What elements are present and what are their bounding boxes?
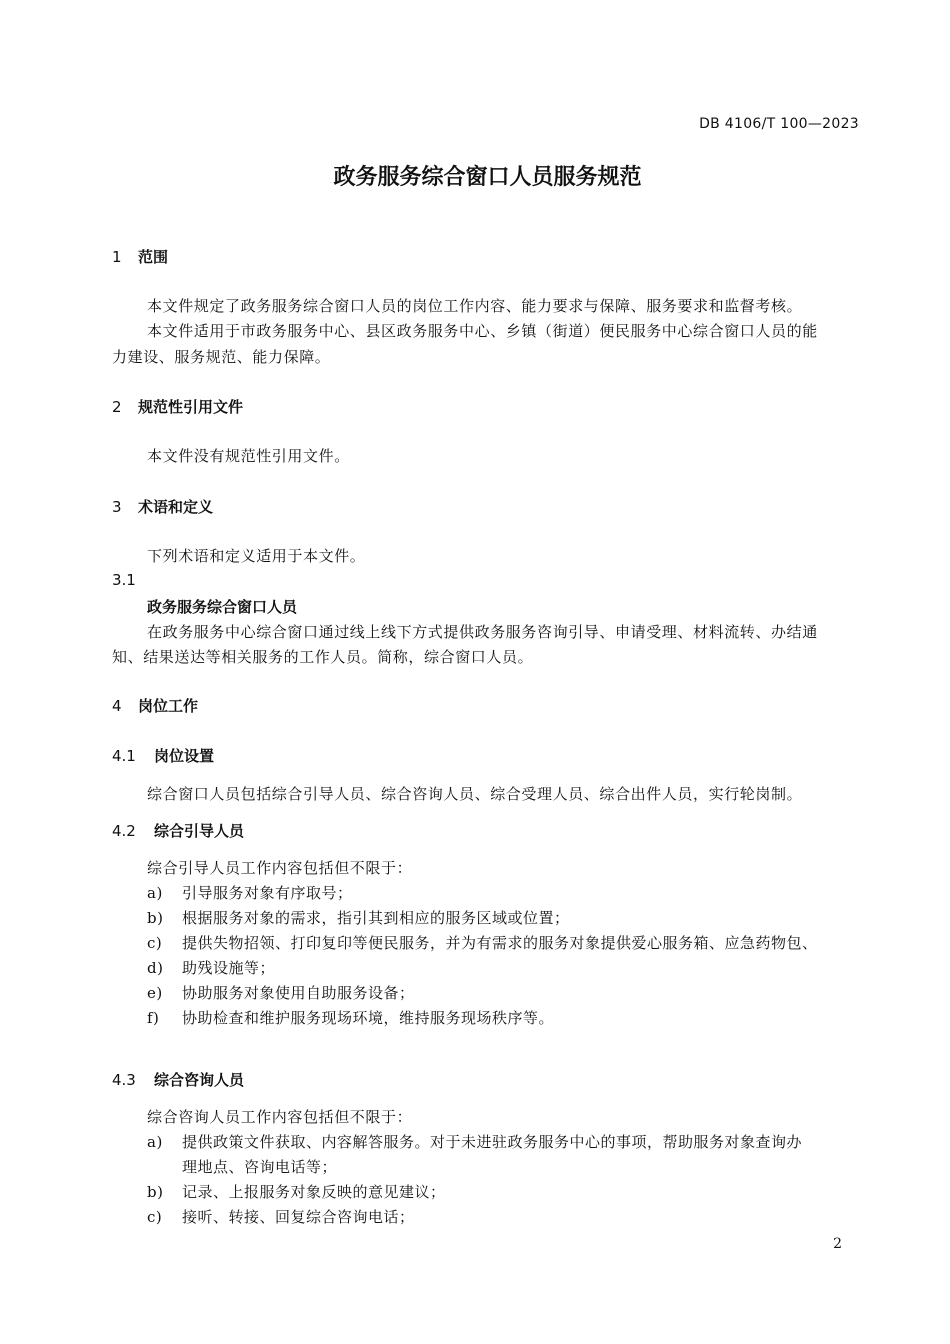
list-marker: b) [147,909,164,927]
list-marker: e) [147,984,163,1002]
list-item-text: 根据服务对象的需求，指引其到相应的服务区域或位置； [182,909,570,927]
list-marker: b) [147,1183,164,1201]
list-item-text: 提供失物招领、打印复印等便民服务，并为有需求的服务对象提供爱心服务箱、应急药物包、 [182,934,818,952]
paragraph: 本文件没有规范性引用文件。 [147,447,350,465]
section-title: 岗位设置 [154,747,215,765]
section-title: 术语和定义 [138,498,214,516]
list-item [147,1131,802,1152]
section-4-3-heading [112,1069,244,1090]
section-title: 综合引导人员 [154,822,245,840]
term-number: 3.1 [112,571,136,589]
list-item [147,1007,554,1028]
term-name: 政务服务综合窗口人员 [147,598,298,616]
section-1-heading [112,246,168,267]
list-intro: 综合引导人员工作内容包括但不限于： [147,859,413,877]
paragraph-continuation: 力建设、服务规范、能力保障。 [112,348,331,366]
list-item-text: 协助服务对象使用自助服务设备； [182,984,415,1002]
section-number: 3 [112,498,122,516]
list-item [147,932,818,953]
list-item-text: 提供政策文件获取、内容解答服务。对于未进驻政务服务中心的事项，帮助服务对象查询办 [182,1133,803,1151]
list-marker: a) [147,1133,163,1151]
section-number: 4.2 [112,822,136,840]
section-number: 4.1 [112,747,136,765]
section-2-heading [112,396,243,417]
section-number: 4.3 [112,1071,136,1089]
list-marker: d) [147,959,164,977]
list-item-text: 接听、转接、回复综合咨询电话； [182,1208,415,1226]
list-item-text: 协助检查和维护服务现场环境，维持服务现场秩序等。 [182,1009,555,1027]
list-item-text: 记录、上报服务对象反映的意见建议； [182,1183,446,1201]
section-title: 综合咨询人员 [154,1071,245,1089]
list-item [147,907,570,928]
list-item [147,882,353,903]
list-item-text: 助残设施等； [182,959,276,977]
section-4-2-heading [112,820,244,841]
list-marker: c) [147,1208,163,1226]
list-item-text: 引导服务对象有序取号； [182,884,353,902]
list-item-continuation: 理地点、咨询电话等； [182,1158,338,1176]
list-item [147,957,275,978]
section-3-heading [112,496,213,517]
document-code: DB 4106/T 100—2023 [699,116,859,132]
paragraph: 本文件规定了政务服务综合窗口人员的岗位工作内容、能力要求与保障、服务要求和监督考核。 [147,297,803,315]
list-item [147,982,415,1003]
term-definition-continuation: 知、结果送达等相关服务的工作人员。简称，综合窗口人员。 [112,648,534,666]
section-title: 范围 [138,248,169,266]
section-title: 岗位工作 [138,697,199,715]
paragraph: 综合窗口人员包括综合引导人员、综合咨询人员、综合受理人员、综合出件人员，实行轮岗制。 [147,785,803,803]
paragraph: 下列术语和定义适用于本文件。 [147,547,366,565]
list-marker: c) [147,934,163,952]
list-item [147,1206,415,1227]
page-title: 政务服务综合窗口人员服务规范 [333,165,642,190]
page-number: 2 [833,1236,842,1252]
paragraph: 本文件适用于市政务服务中心、县区政务服务中心、乡镇（街道）便民服务中心综合窗口人员的能 [147,322,818,340]
term-definition: 在政务服务中心综合窗口通过线上线下方式提供政务服务咨询引导、申请受理、材料流转、办结通 [147,623,818,641]
section-4-heading [112,695,198,716]
list-marker: f) [147,1009,160,1027]
section-number: 2 [112,398,122,416]
list-intro: 综合咨询人员工作内容包括但不限于： [147,1108,413,1126]
section-number: 4 [112,697,122,715]
section-title: 规范性引用文件 [138,398,244,416]
section-4-1-heading [112,745,214,766]
section-number: 1 [112,248,122,266]
list-item [147,1181,446,1202]
list-marker: a) [147,884,163,902]
